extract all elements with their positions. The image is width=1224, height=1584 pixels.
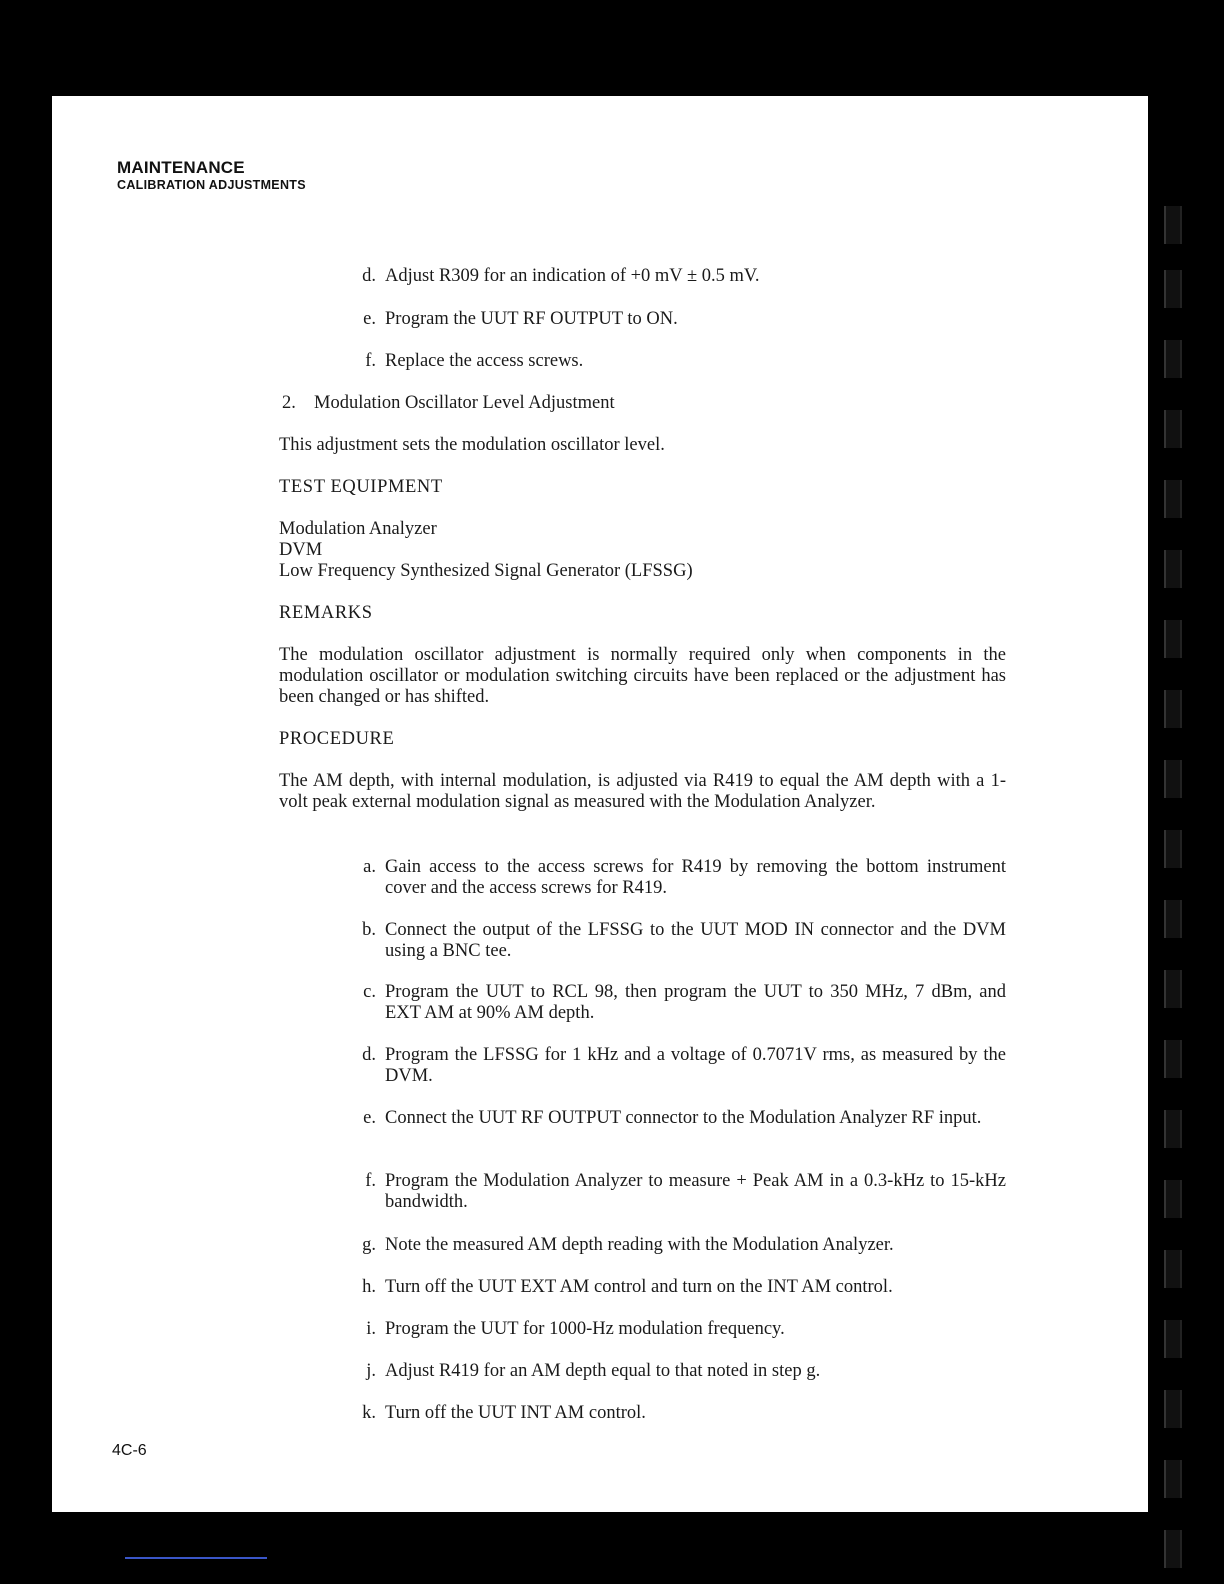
remarks-heading: REMARKS bbox=[279, 603, 373, 623]
step-label: d. bbox=[362, 266, 376, 286]
step-item bbox=[365, 1171, 1006, 1213]
binder-mark bbox=[1164, 900, 1182, 938]
binder-mark bbox=[1164, 1530, 1182, 1568]
step-text: Adjust R309 for an indication of +0 mV ± 0.5 mV. bbox=[385, 266, 760, 286]
equipment-item: Modulation Analyzer bbox=[279, 519, 437, 539]
step-label: f. bbox=[365, 351, 376, 371]
scan-edge-line bbox=[125, 1557, 267, 1559]
step-item bbox=[362, 1277, 1006, 1298]
step-text: Note the measured AM depth reading with the Modulation Analyzer. bbox=[385, 1235, 894, 1255]
section-header-title: MAINTENANCE bbox=[117, 158, 245, 177]
binder-mark bbox=[1164, 1460, 1182, 1498]
step-text: Program the UUT to RCL 98, then program the UUT to 350 MHz, 7 dBm, and EXT AM at 90% AM depth. bbox=[385, 982, 1006, 1023]
step-text: Replace the access screws. bbox=[385, 351, 584, 371]
section-number: 2. bbox=[282, 393, 296, 413]
step-text: Turn off the UUT EXT AM control and turn on the INT AM control. bbox=[385, 1277, 893, 1297]
test-equipment-heading: TEST EQUIPMENT bbox=[279, 477, 443, 497]
step-text: Program the Modulation Analyzer to measure + Peak AM in a 0.3-kHz to 15-kHz bandwidth. bbox=[385, 1171, 1006, 1212]
step-label: g. bbox=[362, 1235, 376, 1255]
step-item bbox=[362, 266, 1006, 287]
binder-mark bbox=[1164, 1040, 1182, 1078]
step-item bbox=[366, 1361, 1006, 1382]
section-title: Modulation Oscillator Level Adjustment bbox=[314, 393, 615, 413]
procedure-heading: PROCEDURE bbox=[279, 729, 395, 749]
step-item bbox=[366, 1319, 1006, 1340]
step-text: Connect the UUT RF OUTPUT connector to the Modulation Analyzer RF input. bbox=[385, 1108, 982, 1128]
step-label: a. bbox=[363, 857, 376, 877]
step-text: Turn off the UUT INT AM control. bbox=[385, 1403, 646, 1423]
binder-mark bbox=[1164, 480, 1182, 518]
step-text: Program the UUT RF OUTPUT to ON. bbox=[385, 309, 678, 329]
step-label: h. bbox=[362, 1277, 376, 1297]
binder-mark bbox=[1164, 1110, 1182, 1148]
step-label: f. bbox=[365, 1171, 376, 1191]
binder-mark bbox=[1164, 690, 1182, 728]
binder-mark bbox=[1164, 550, 1182, 588]
step-item bbox=[362, 920, 1006, 962]
remarks-text: The modulation oscillator adjustment is normally required only when components in the modulation oscillator or modulation switching circuits have been replaced or the adjustment has been changed or has shifted. bbox=[279, 645, 1006, 707]
equipment-item: DVM bbox=[279, 540, 323, 560]
page-number: 4C-6 bbox=[112, 1442, 147, 1459]
step-label: e. bbox=[363, 309, 376, 329]
step-text: Program the UUT for 1000-Hz modulation frequency. bbox=[385, 1319, 785, 1339]
equipment-item: Low Frequency Synthesized Signal Generator (LFSSG) bbox=[279, 561, 693, 581]
binder-mark bbox=[1164, 620, 1182, 658]
step-label: e. bbox=[363, 1108, 376, 1128]
step-label: d. bbox=[362, 1045, 376, 1065]
binder-mark bbox=[1164, 340, 1182, 378]
step-label: i. bbox=[366, 1319, 376, 1339]
binder-mark bbox=[1164, 1180, 1182, 1218]
step-item bbox=[363, 1108, 1006, 1129]
step-text: Adjust R419 for an AM depth equal to that noted in step g. bbox=[385, 1361, 821, 1381]
procedure-intro: The AM depth, with internal modulation, is adjusted via R419 to equal the AM depth with a 1-volt peak external modulation signal as measured with the Modulation Analyzer. bbox=[279, 771, 1006, 812]
step-label: c. bbox=[363, 982, 376, 1002]
binder-mark bbox=[1164, 1250, 1182, 1288]
binder-mark bbox=[1164, 1320, 1182, 1358]
step-item bbox=[365, 351, 1006, 372]
section-header-subtitle: CALIBRATION ADJUSTMENTS bbox=[117, 178, 306, 192]
document-page bbox=[52, 96, 1148, 1512]
step-label: j. bbox=[366, 1361, 376, 1381]
binder-mark bbox=[1164, 410, 1182, 448]
step-item bbox=[362, 1045, 1006, 1087]
step-item bbox=[362, 1235, 1006, 1256]
step-label: k. bbox=[362, 1403, 376, 1423]
binder-mark bbox=[1164, 270, 1182, 308]
step-text: Gain access to the access screws for R419 by removing the bottom instrument cover and the access screws for R419. bbox=[385, 857, 1006, 898]
step-item bbox=[362, 1403, 1006, 1424]
binder-mark bbox=[1164, 760, 1182, 798]
binder-mark bbox=[1164, 970, 1182, 1008]
step-label: b. bbox=[362, 920, 376, 940]
binder-mark bbox=[1164, 830, 1182, 868]
step-item bbox=[363, 309, 1006, 330]
section-intro: This adjustment sets the modulation oscillator level. bbox=[279, 435, 665, 455]
step-item bbox=[363, 982, 1006, 1024]
step-item bbox=[363, 857, 1006, 899]
step-text: Connect the output of the LFSSG to the UUT MOD IN connector and the DVM using a BNC tee. bbox=[385, 920, 1006, 961]
binder-mark bbox=[1164, 1390, 1182, 1428]
step-text: Program the LFSSG for 1 kHz and a voltage of 0.7071V rms, as measured by the DVM. bbox=[385, 1045, 1006, 1086]
binder-mark bbox=[1164, 206, 1182, 244]
